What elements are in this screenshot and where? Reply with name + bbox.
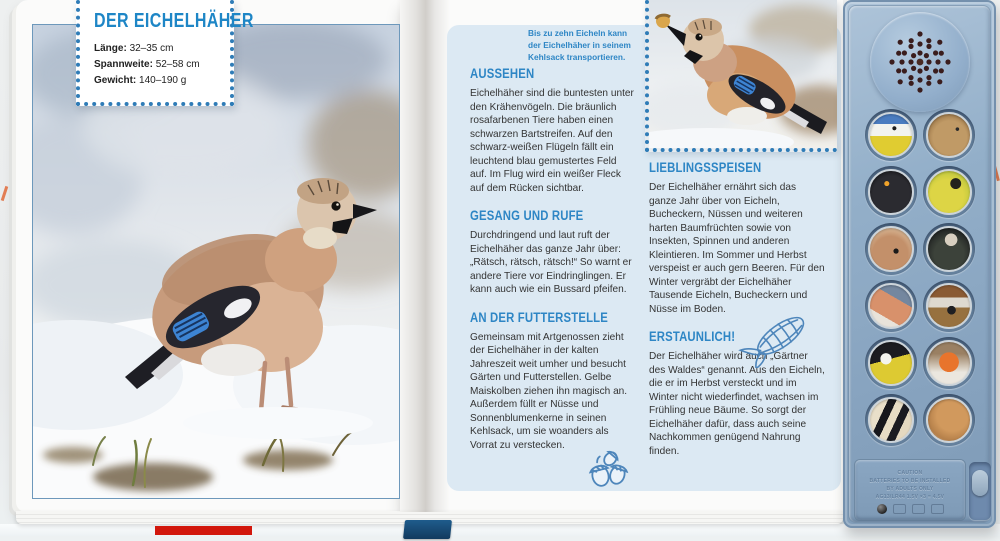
fact-length — [94, 41, 230, 57]
jay-inset-photo — [645, 0, 837, 152]
red-bookmark-tab — [155, 526, 252, 535]
section-heading: GESANG UND RUFE — [470, 208, 584, 224]
section-an-der-futterstelle — [470, 310, 635, 453]
sound-panel — [843, 0, 996, 528]
battery-compartment — [855, 460, 965, 520]
title-box — [76, 0, 254, 106]
fact-label: Länge: — [94, 43, 127, 54]
acorn-doodle-icon — [583, 446, 633, 490]
blue-register-tab[interactable] — [403, 520, 452, 539]
fact-wingspan — [94, 57, 230, 73]
photo-caption: Bis zu zehn Eicheln kann der Eichelhäher in seinem Kehlsack transportieren. — [528, 28, 631, 63]
section-body: Der Eichelhäher ernährt sich das ganze Jahr über von Eicheln, Bucheckern, Nüssen und weiteren harten Baumfrüchten sowie von Insekten, Spinnen und anderen Kleintieren. Im Sommer und Herbst verspeist er auch gern Beeren. Für den Winter vergräbt der Eichelhäher Tausende Eicheln, Bucheckern und Nüsse im Boden. — [649, 182, 825, 315]
section-gesang-und-rufe — [470, 208, 635, 297]
bird-photo — [868, 112, 914, 158]
battery-warning-line: CAUTION — [897, 470, 923, 476]
on-off-slider[interactable] — [969, 462, 991, 520]
bird-sound-button[interactable] — [923, 280, 975, 332]
bird-sound-button[interactable] — [865, 223, 917, 275]
battery-hardware-row — [855, 504, 965, 514]
battery-warning-text — [855, 469, 965, 501]
bird-photo — [926, 340, 972, 386]
section-body: Durchdringend und laut ruft der Eichelhäher das ganze Jahr über: „Rätsch, rätsch, rätsch!“ So warnt er andere Tiere vor Eindringlingen. Er kann auch wie ein Bussard pfeifen. — [470, 230, 632, 296]
fact-value: 32–35 cm — [129, 43, 174, 54]
page-title: DER EICHELHÄHER — [94, 10, 254, 32]
bird-photo — [868, 340, 914, 386]
bird-photo — [926, 169, 972, 215]
section-heading: AN DER FUTTERSTELLE — [470, 309, 609, 325]
bird-photo — [926, 226, 972, 272]
bird-photo — [868, 226, 914, 272]
battery-warning-line: BATTERIES TO BE INSTALLED — [869, 478, 951, 484]
section-body: Eichelhäher sind die buntesten unter den Krähenvögeln. Die bräunlich rosafarbenen Tiere haben einen schwarzen Bartstreifen. Auf den schwarz-weißen Flügeln fällt ein leuchtend blau gemustertes Feld auf. Im Flug wird ein weißer Fleck auf dem Rücken sichtbar. — [470, 88, 634, 194]
bird-sound-button[interactable] — [865, 280, 917, 332]
page-gutter — [396, 0, 450, 512]
corncob-doodle-icon — [736, 308, 816, 368]
bird-sound-button[interactable] — [923, 166, 975, 218]
text-column-middle — [470, 66, 635, 465]
certification-mark-icon — [893, 504, 906, 514]
section-body: Gemeinsam mit Artgenossen zieht der Eichelhäher in der kalten Jahreszeit weit umher und besucht Gärten und Futterstellen. Gelbe Maiskolben ziehen ihn magisch an. Außerdem füllt er Nüsse und Sonnenblumenkerne in seinen Kehlsack, um sie woanders als Vorrat zu verstecken. — [470, 331, 628, 451]
slider-knob[interactable] — [972, 470, 988, 496]
bird-photo — [926, 397, 972, 443]
battery-warning-line: AG13/LR44 1.5V ×3 = 4.5V — [875, 494, 945, 500]
bird-sound-button[interactable] — [865, 166, 917, 218]
fact-value: 52–58 cm — [155, 59, 200, 70]
bird-sound-button[interactable] — [865, 109, 917, 161]
battery-warning-line: BY ADULTS ONLY — [886, 486, 934, 492]
fact-weight — [94, 73, 230, 89]
section-heading: AUSSEHEN — [470, 66, 535, 81]
section-lieblingsspeisen — [649, 160, 826, 316]
speaker-grille — [870, 12, 970, 112]
bird-sound-button[interactable] — [923, 394, 975, 446]
section-body: Der Eichelhäher wird auch „Gärtner des Waldes“ genannt. Aus den Eicheln, die er im Herbst versteckt und im Winter nicht wiederfindet, wachsen im Frühling neue Bäume. So sorgt der Eichelhäher dafür, dass auch seine Nachkommen genügend Nahrung finden. — [649, 351, 825, 457]
fact-label: Spannweite: — [94, 59, 153, 70]
page-edge-mark — [1, 186, 8, 201]
section-heading: LIEBLINGSSPEISEN — [649, 160, 762, 175]
fact-label: Gewicht: — [94, 75, 137, 86]
fact-value: 140–190 g — [139, 75, 187, 86]
bird-photo — [926, 112, 972, 158]
bird-sound-button[interactable] — [923, 109, 975, 161]
screw-icon — [877, 504, 887, 514]
certification-mark-icon — [931, 504, 944, 514]
bird-photo — [868, 169, 914, 215]
bird-photo — [926, 283, 972, 329]
section-aussehen — [470, 66, 635, 195]
certification-mark-icon — [912, 504, 925, 514]
bird-sound-button[interactable] — [865, 337, 917, 389]
bird-photo — [868, 283, 914, 329]
section-heading: ERSTAUNLICH! — [649, 329, 736, 345]
bird-sound-button[interactable] — [865, 394, 917, 446]
bird-sound-button[interactable] — [923, 337, 975, 389]
bird-sound-button[interactable] — [923, 223, 975, 275]
bird-photo — [868, 397, 914, 443]
